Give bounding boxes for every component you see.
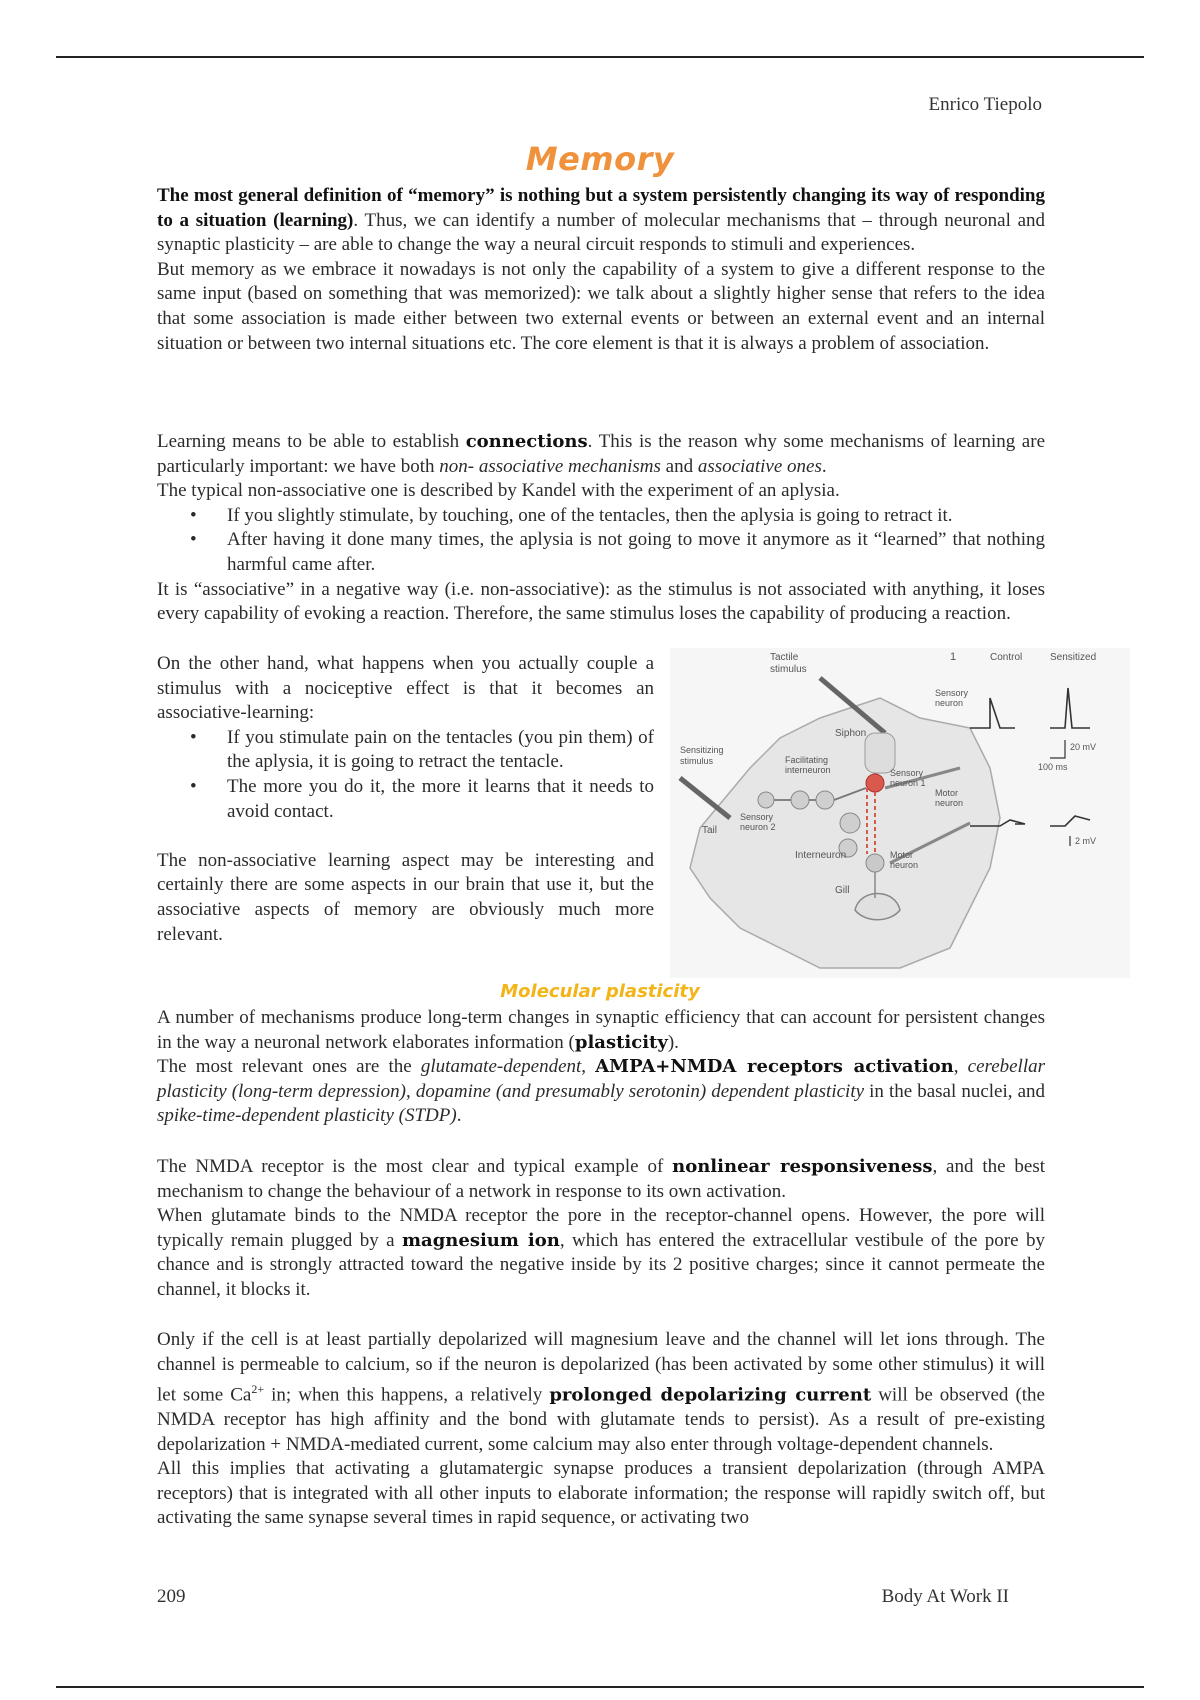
learning-paragraph: Learning means to be able to establish connections. This is the reason why some mechanisms of learning are particularly important: we have both non- associative mechanisms and associative ones. bbox=[157, 431, 1045, 477]
nmda-block bbox=[157, 1155, 1045, 1303]
mol-paragraph-1: A number of mechanisms produce long-term changes in synaptic efficiency that can account for persistent changes in the way a neuronal network elaborates information (plasticity). bbox=[157, 1007, 1045, 1053]
list-item: • After having it done many times, the aplysia is not going to move it anymore as it “learned” that nothing harmful came after. bbox=[190, 529, 1045, 575]
intro-rest: . Thus, we can identify a number of molecular mechanisms that – through neuronal and synaptic plasticity – are able to change the way a neural circuit responds to stimuli and experiences. bbox=[157, 209, 1045, 256]
label-sensitizing: Sensitizing bbox=[680, 745, 724, 755]
label-sensory: Sensory bbox=[935, 688, 969, 698]
prolonged-current-bold: prolonged depolarizing current bbox=[549, 1384, 872, 1406]
label-gill: Gill bbox=[835, 885, 850, 896]
list-item: • If you slightly stimulate, by touching, one of the tentacles, then the aplysia is going to retract it. bbox=[190, 504, 953, 526]
molecular-block bbox=[157, 1006, 1045, 1129]
assoc-negative-paragraph: It is “associative” in a negative way (i.e. non-associative): as the stimulus is not associated with anything, it loses every capability of evoking a reaction. Therefore, the same stimulus loses the capability of producing a reaction. bbox=[157, 578, 1045, 625]
label-motor-neuron-2: neuron bbox=[890, 860, 919, 870]
associative-italic: associative ones bbox=[697, 455, 822, 477]
label-motor-neuron: neuron bbox=[935, 798, 964, 808]
bullet-list-1 bbox=[157, 504, 1045, 578]
motor-neuron-cell bbox=[866, 854, 884, 872]
ampa-nmda-bold: AMPA+NMDA receptors activation bbox=[595, 1056, 954, 1078]
label-neuron: neuron bbox=[935, 698, 964, 708]
non-associative-italic: non- associative mechanisms bbox=[439, 455, 661, 477]
label-motor-2: Motor bbox=[890, 850, 914, 860]
label-sensitized: Sensitized bbox=[1050, 652, 1097, 663]
section-subtitle: Molecular plasticity bbox=[500, 981, 700, 1002]
label-tactile: Tactile bbox=[770, 652, 799, 663]
label-100ms: 100 ms bbox=[1038, 762, 1068, 772]
plasticity-bold: plasticity bbox=[574, 1031, 668, 1053]
siphon-shape bbox=[865, 733, 895, 773]
label-motor: Motor bbox=[935, 788, 959, 798]
bullet-list-2 bbox=[157, 726, 654, 824]
magnesium-bold: magnesium ion bbox=[402, 1229, 560, 1251]
label-facilitating-interneuron: interneuron bbox=[785, 765, 831, 775]
left-column-block bbox=[157, 652, 654, 947]
label-stimulus: stimulus bbox=[770, 664, 807, 675]
intro-block bbox=[157, 184, 1045, 356]
author-name: Enrico Tiepolo bbox=[928, 94, 1042, 115]
mol-paragraph-2: The most relevant ones are the glutamate-dependent, AMPA+NMDA receptors activation, cerebellar plasticity (long-term depression), dopamine (and presumably serotonin) dependent plasticity in the basal nuclei, and spike-time-dependent plasticity (STDP). bbox=[157, 1056, 1046, 1127]
label-control: Control bbox=[990, 652, 1023, 663]
label-20mv: 20 mV bbox=[1070, 742, 1097, 752]
label-figure-number: 1 bbox=[950, 651, 957, 663]
top-rule bbox=[56, 56, 1144, 58]
all-this-paragraph: All this implies that activating a glutamatergic synapse produces a transient depolarization (through AMPA receptors) that is integrated with all other inputs to elaborate information; the response will rapidly switch off, but activating the same synapse several times in rapid sequence, or activating two bbox=[157, 1458, 1045, 1529]
label-facilitating: Facilitating bbox=[785, 755, 829, 765]
page-title: Memory bbox=[525, 140, 675, 178]
label-2mv: 2 mV bbox=[1075, 836, 1097, 846]
non-associative-paragraph: The non-associative learning aspect may be interesting and certainly there are some aspects in our brain that use it, but the associative aspects of memory are obviously much more relevant. bbox=[157, 849, 654, 945]
sensory-neuron-1-cell bbox=[866, 774, 884, 792]
page-number: 209 bbox=[157, 1586, 186, 1607]
bottom-rule bbox=[56, 1686, 1144, 1688]
label-sensory-2: Sensory bbox=[740, 812, 774, 822]
learning-block bbox=[157, 430, 1045, 627]
facilitating-interneuron-cell bbox=[816, 791, 834, 809]
list-item: • If you stimulate pain on the tentacles (you pin them) of the aplysia, it is going to retract the tentacle. bbox=[190, 726, 654, 773]
label-sensory-neuron-1: neuron 1 bbox=[890, 778, 926, 788]
nmda-paragraph-1: The NMDA receptor is the most clear and typical example of nonlinear responsiveness, and the best mechanism to change the behaviour of a network in response to its own activation. bbox=[157, 1156, 1045, 1202]
label-sensory-neuron-2: neuron 2 bbox=[740, 822, 776, 832]
kandel-paragraph: The typical non-associative one is described by Kandel with the experiment of an aplysia. bbox=[157, 480, 840, 502]
label-tail: Tail bbox=[702, 825, 718, 836]
other-hand-paragraph: On the other hand, what happens when you actually couple a stimulus with a nociceptive effect is that it becomes an associative-learning: bbox=[157, 653, 654, 724]
sensory-neuron-2-cell bbox=[758, 792, 774, 808]
list-item: • The more you do it, the more it learns that it needs to avoid contact. bbox=[190, 775, 654, 822]
label-sensitizing-stimulus: stimulus bbox=[680, 756, 714, 766]
nonlinear-bold: nonlinear responsiveness bbox=[672, 1156, 933, 1177]
intro-paragraph bbox=[157, 184, 1045, 258]
facilitating-interneuron-cell bbox=[791, 791, 809, 809]
intro-bold: The most general definition of “memory” is nothing but a system persistently changing its way of responding to a situation (learning) bbox=[157, 185, 1045, 231]
label-siphon: Siphon bbox=[835, 728, 867, 739]
book-title: Body At Work II bbox=[881, 1586, 1009, 1607]
label-interneuron: Interneuron bbox=[795, 850, 847, 861]
paragraph-association: But memory as we embrace it nowadays is not only the capability of a system to give a different response to the same input (based on something that was memorized): we talk about a slightly higher sense that refers to the idea that some association is made either between two external events or between an external event and an internal situation or between two internal situations etc. The core element is that it is always a problem of association. bbox=[157, 258, 1045, 354]
label-sensory-1: Sensory bbox=[890, 768, 924, 778]
aplysia-circuit-figure bbox=[670, 648, 1130, 978]
depolarization-paragraph: Only if the cell is at least partially depolarized will magnesium leave and the channel will let ions through. The channel is permeable to calcium, so if the neuron is depolarized (has been activated by some other stimulus) it will let some $Ca^{2+}$ in; when this happens, a relatively prolonged depolarizing current will be observed (the NMDA receptor has high affinity and the bond with glutamate tends to persist). As a result of pre-existing depolarization + NMDA-mediated current, some calcium may also enter through voltage-dependent channels. bbox=[157, 1329, 1045, 1455]
depolarization-block bbox=[157, 1328, 1045, 1531]
sensory-neuron-2-body bbox=[840, 813, 860, 833]
connections-bold: connections bbox=[465, 431, 588, 452]
nmda-paragraph-2: When glutamate binds to the NMDA receptor the pore in the receptor-channel opens. However, the pore will typically remain plugged by a magnesium ion, which has entered the extracellular vestibule of the pore by chance and is strongly attracted toward the negative inside by its 2 positive charges; since it cannot permeate the channel, it blocks it. bbox=[157, 1205, 1045, 1300]
